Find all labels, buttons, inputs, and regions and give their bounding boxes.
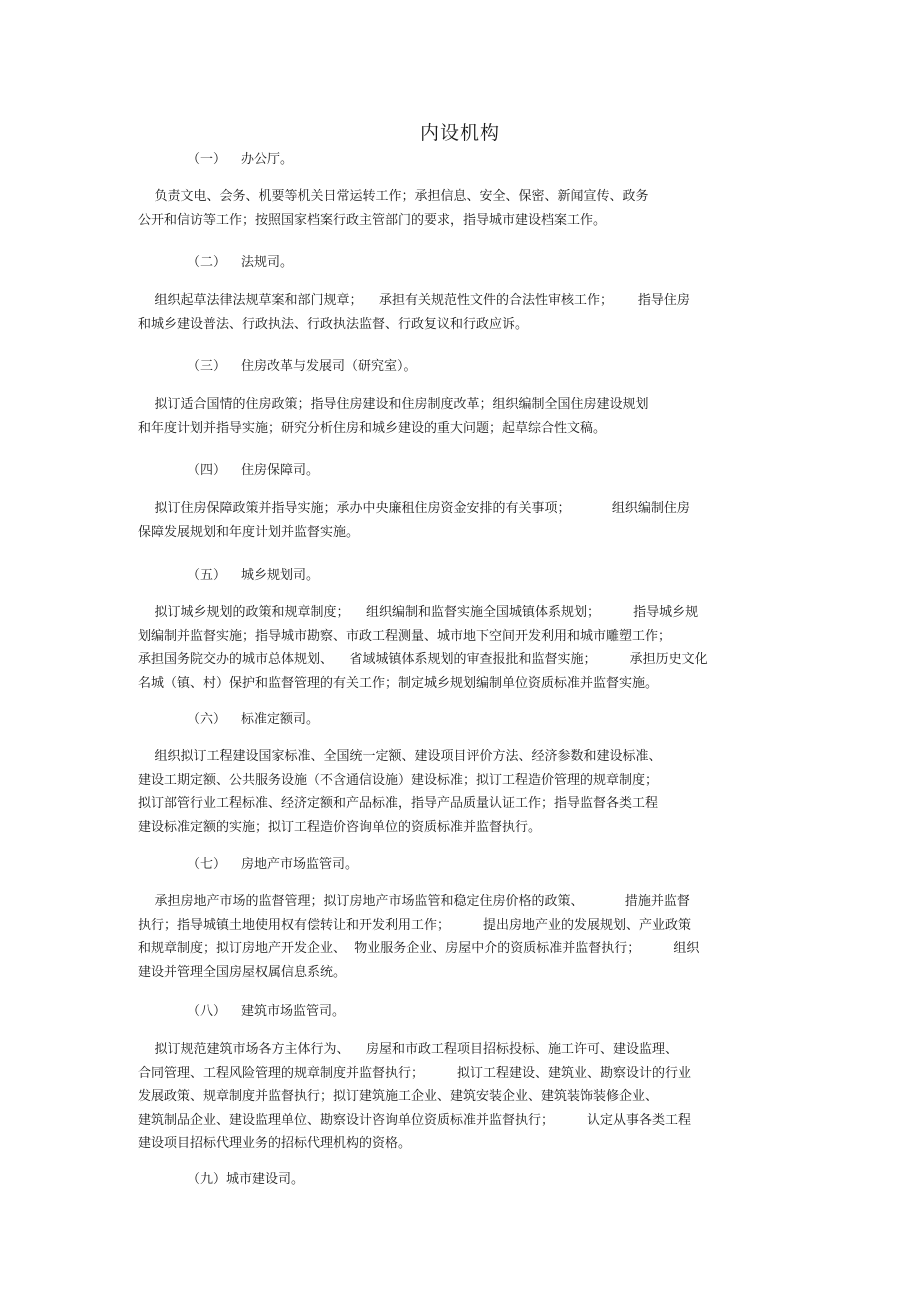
body-line: 划编制并监督实施；指导城市勘察、市政工程测量、城市地下空间开发利用和城市雕塑工作； xyxy=(138,628,672,644)
section-body-4 xyxy=(138,497,798,544)
body-line: 建设标准定额的实施；拟订工程造价咨询单位的资质标准并监督执行。 xyxy=(138,819,542,835)
section-name: 标准定额司。 xyxy=(241,712,320,727)
section-number: （九） xyxy=(187,1172,227,1187)
section-body-3 xyxy=(138,393,798,440)
section-body-7 xyxy=(138,890,798,984)
section-name: 住房保障司。 xyxy=(241,463,320,478)
section-heading-2 xyxy=(187,251,293,270)
page-title: 内设机构 xyxy=(419,122,500,144)
body-line: 建设项目招标代理业务的招标代理机构的资格。 xyxy=(138,1136,412,1151)
section-name: 法规司。 xyxy=(241,255,294,270)
section-number: （三） xyxy=(187,359,227,374)
section-name: 城乡规划司。 xyxy=(241,568,320,583)
section-number: （四） xyxy=(187,463,227,478)
body-line: 拟订城乡规划的政策和规章制度； 组织编制和监督实施全国城镇体系规划； 指导城乡规 xyxy=(138,605,699,620)
section-heading-5 xyxy=(187,564,319,583)
section-heading-9 xyxy=(187,1168,304,1187)
body-line: 发展政策、规章制度并监督执行；拟订建筑施工企业、建筑安装企业、建筑装饰装修企业、 xyxy=(138,1089,659,1104)
section-heading-8 xyxy=(187,1000,345,1019)
section-name: 建筑市场监管司。 xyxy=(241,1004,346,1019)
body-line: 执行；指导城镇土地使用权有偿转让和开发利用工作； 提出房地产业的发展规划、产业政策 xyxy=(138,917,692,933)
body-line: 保障发展规划和年度计划并监督实施。 xyxy=(138,524,360,540)
body-line: 拟订部管行业工程标准、经济定额和产品标准，指导产品质量认证工作；指导监督各类工程 xyxy=(138,796,659,811)
body-line: 名城（镇、村）保护和监督管理的有关工作；制定城乡规划编制单位资质标准并监督实施。 xyxy=(138,675,659,691)
section-heading-1 xyxy=(187,148,293,167)
section-body-6 xyxy=(138,745,798,839)
body-line: 负责文电、会务、机要等机关日常运转工作；承担信息、安全、保密、新闻宣传、政务 xyxy=(138,189,649,204)
body-line: 拟订适合国情的住房政策；指导住房建设和住房制度改革；组织编制全国住房建设规划 xyxy=(138,397,649,412)
body-line: 组织拟订工程建设国家标准、全国统一定额、建设项目评价方法、经济参数和建设标准、 xyxy=(138,749,662,764)
section-name: 房地产市场监管司。 xyxy=(241,857,359,872)
section-number: （二） xyxy=(187,255,227,270)
body-line: 组织起草法律法规草案和部门规章； 承担有关规范性文件的合法性审核工作； 指导住房 xyxy=(138,293,690,308)
body-line: 公开和信访等工作；按照国家档案行政主管部门的要求，指导城市建设档案工作。 xyxy=(138,212,607,228)
body-line: 拟订住房保障政策并指导实施；承办中央廉租住房资金安排的有关事项； 组织编制住房 xyxy=(138,501,690,516)
body-line: 和年度计划并指导实施；研究分析住房和城乡建设的重大问题；起草综合性文稿。 xyxy=(138,420,607,436)
section-body-5 xyxy=(138,601,798,695)
section-heading-3 xyxy=(187,355,417,374)
section-body-8 xyxy=(138,1038,798,1156)
body-line: 建设工期定额、公共服务设施（不含通信设施）建设标准；拟订工程造价管理的规章制度； xyxy=(138,772,659,788)
section-name: 办公厅。 xyxy=(241,152,294,167)
body-line: 建筑制品企业、建设监理单位、勘察设计咨询单位资质标准并监督执行； 认定从事各类工程 xyxy=(138,1112,692,1128)
section-body-1 xyxy=(138,185,798,232)
body-line: 承担房地产市场的监督管理；拟订房地产市场监管和稳定住房价格的政策、 措施并监督 xyxy=(138,894,690,909)
section-heading-6 xyxy=(187,708,319,727)
body-line: 和城乡建设普法、行政执法、行政执法监督、行政复议和行政应诉。 xyxy=(138,316,529,332)
section-number: （七） xyxy=(187,857,227,872)
section-heading-4 xyxy=(187,459,319,478)
body-line: 拟订规范建筑市场各方主体行为、 房屋和市政工程项目招标投标、施工许可、建设监理、 xyxy=(138,1042,679,1057)
body-line: 建设并管理全国房屋权属信息系统。 xyxy=(138,964,347,980)
body-line: 合同管理、工程风险管理的规章制度并监督执行； 拟订工程建设、建筑业、勘察设计的行业 xyxy=(138,1065,692,1081)
section-name: 城市建设司。 xyxy=(226,1172,305,1187)
body-line: 和规章制度；拟订房地产开发企业、 物业服务企业、房屋中介的资质标准并监督执行； 组织 xyxy=(138,941,700,956)
section-number: （五） xyxy=(187,568,227,583)
body-line: 承担国务院交办的城市总体规划、 省域城镇体系规划的审查报批和监督实施； 承担历史文化 xyxy=(138,652,708,667)
section-number: （一） xyxy=(187,152,227,167)
section-number: （六） xyxy=(187,712,227,727)
section-name: 住房改革与发展司（研究室）。 xyxy=(241,359,417,374)
section-number: （八） xyxy=(187,1004,227,1019)
section-body-2 xyxy=(138,289,798,336)
section-heading-7 xyxy=(187,853,358,872)
